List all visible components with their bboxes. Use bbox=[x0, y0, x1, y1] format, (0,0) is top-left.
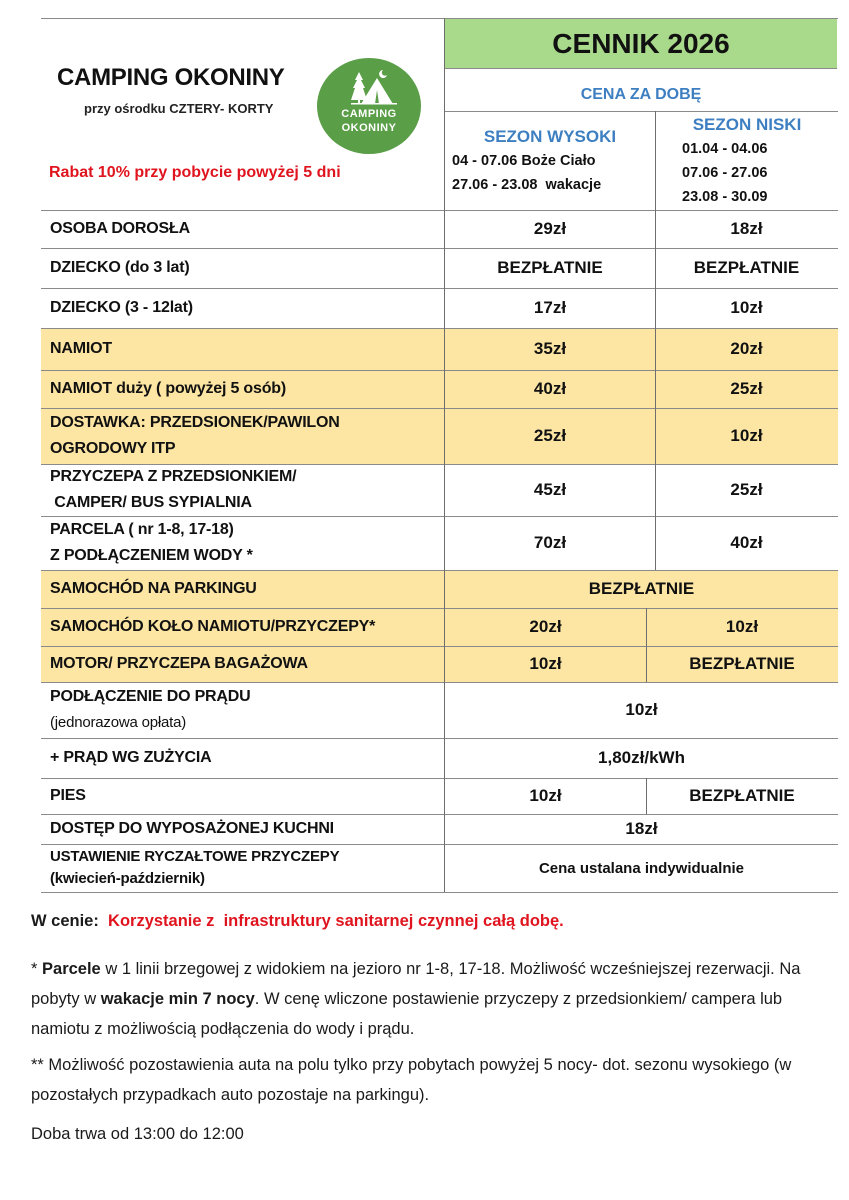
row-label: DZIECKO (3 - 12lat) bbox=[50, 299, 193, 316]
row-label bbox=[50, 516, 253, 570]
price-high: 17zł bbox=[533, 298, 567, 317]
season-high-title: SEZON WYSOKI bbox=[483, 127, 617, 146]
price-list-title: CENNIK 2026 bbox=[445, 19, 837, 69]
checkin-hours: Doba trwa od 13:00 do 12:00 bbox=[31, 1125, 244, 1143]
logo-text-line1: CAMPING bbox=[341, 108, 397, 120]
row-label: MOTOR/ PRZYCZEPA BAGAŻOWA bbox=[50, 655, 308, 672]
row-label-line1: PODŁĄCZENIE DO PRĄDU bbox=[50, 688, 251, 705]
price-both: BEZPŁATNIE bbox=[588, 579, 695, 598]
price-both: Cena ustalana indywidualnie bbox=[538, 859, 745, 877]
row-label-line1: USTAWIENIE RYCZAŁTOWE PRZYCZEPY bbox=[50, 848, 340, 865]
row-label: NAMIOT bbox=[50, 340, 112, 357]
row-label: SAMOCHÓD NA PARKINGU bbox=[50, 580, 257, 597]
row-label bbox=[50, 844, 339, 892]
table-row bbox=[41, 778, 838, 814]
price-low: 10zł bbox=[730, 298, 763, 317]
row-label-line2: (jednorazowa opłata) bbox=[50, 714, 187, 731]
table-top-border bbox=[41, 18, 838, 19]
price-low: 10zł bbox=[730, 426, 763, 445]
price-per-day-label: CENA ZA DOBĘ bbox=[580, 86, 702, 103]
row-label-line2: OGRODOWY ITP bbox=[50, 440, 176, 457]
table-row bbox=[41, 210, 838, 248]
table-row bbox=[41, 570, 838, 608]
table-row bbox=[41, 844, 838, 892]
footnote-bold-parcele: Parcele bbox=[42, 960, 101, 978]
price-high: 25zł bbox=[533, 426, 567, 445]
row-label: DOSTĘP DO WYPOSAŻONEJ KUCHNI bbox=[50, 820, 334, 837]
row-label-line1: PRZYCZEPA Z PRZEDSIONKIEM/ bbox=[50, 468, 297, 485]
price-high: 70zł bbox=[533, 533, 567, 552]
parcel-footnote bbox=[31, 954, 826, 1044]
row-label-line2: (kwiecień-październik) bbox=[50, 870, 205, 887]
row-label-line1: PARCELA ( nr 1-8, 17-18) bbox=[50, 521, 234, 538]
logo-text-line2: OKONINY bbox=[341, 122, 397, 134]
season-low-period-3: 23.08 - 30.09 bbox=[682, 189, 768, 205]
camp-name: CAMPING OKONINY bbox=[57, 64, 285, 91]
row-label bbox=[50, 408, 340, 464]
row-label bbox=[50, 682, 250, 738]
price-high: 10zł bbox=[529, 786, 562, 805]
price-high: 40zł bbox=[533, 379, 567, 398]
price-low: BEZPŁATNIE bbox=[693, 258, 800, 277]
price-both: 1,80zł/kWh bbox=[598, 748, 685, 767]
table-row bbox=[41, 288, 838, 328]
table-row bbox=[41, 682, 838, 738]
footnote-text: . W cenę wliczone postawienie przyczepy z przedsionkiem/ campera lub namiotu z możliwością podłączenia do wody i prądu. bbox=[31, 990, 783, 1038]
row-label: + PRĄD WG ZUŻYCIA bbox=[50, 749, 212, 766]
row-label: OSOBA DOROSŁA bbox=[50, 220, 190, 237]
season-high-period-1: 04 - 07.06 Boże Ciało bbox=[452, 153, 596, 169]
price-high: 45zł bbox=[533, 480, 567, 499]
price-low: 10zł bbox=[725, 617, 759, 636]
row-label: DZIECKO (do 3 lat) bbox=[50, 259, 190, 276]
row-label bbox=[50, 464, 296, 516]
season-low-title: SEZON NISKI bbox=[692, 115, 802, 134]
table-row bbox=[41, 370, 838, 408]
price-low: 25zł bbox=[730, 480, 763, 499]
table-row bbox=[41, 248, 838, 288]
tent-tree-icon bbox=[317, 58, 421, 108]
footnote-bold-min-nights: wakacje min 7 nocy bbox=[100, 990, 255, 1008]
table-row bbox=[41, 464, 838, 516]
price-both: 18zł bbox=[625, 819, 658, 838]
row-label-line1: DOSTAWKA: PRZEDSIONEK/PAWILON bbox=[50, 414, 340, 431]
in-price-label: W cenie: bbox=[31, 912, 99, 930]
footnote-text: w 1 linii brzegowej z widokiem na jezioro nr 1-8, 17-18. Możliwość wcześniejszej rezerwacji. Na pobyty w bbox=[31, 960, 801, 1008]
table-row bbox=[41, 814, 838, 844]
footnote-marker: * bbox=[31, 960, 43, 978]
header-vertical-divider bbox=[444, 18, 445, 210]
price-both: 10zł bbox=[625, 700, 658, 719]
in-price-text: Korzystanie z infrastruktury sanitarnej czynnej całą dobę. bbox=[108, 912, 564, 930]
row-label-line2: Z PODŁĄCZENIEM WODY * bbox=[50, 547, 253, 564]
camp-subtitle: przy ośrodku CZTERY- KORTY bbox=[84, 101, 274, 116]
table-row bbox=[41, 516, 838, 570]
row-label: PIES bbox=[50, 787, 86, 804]
season-low-period-1: 01.04 - 04.06 bbox=[682, 141, 768, 157]
price-low: 20zł bbox=[730, 339, 763, 358]
season-high-period-2: 27.06 - 23.08 wakacje bbox=[452, 177, 602, 193]
row-label: NAMIOT duży ( powyżej 5 osób) bbox=[50, 380, 286, 397]
table-row bbox=[41, 608, 838, 646]
row-label-line2: CAMPER/ BUS SYPIALNIA bbox=[50, 494, 252, 511]
table-row bbox=[41, 328, 838, 370]
price-high: 20zł bbox=[529, 617, 562, 636]
season-divider bbox=[655, 111, 656, 210]
price-low: BEZPŁATNIE bbox=[689, 654, 795, 673]
season-low-period-2: 07.06 - 27.06 bbox=[682, 165, 768, 181]
price-high: 10zł bbox=[529, 654, 562, 673]
row-label: SAMOCHÓD KOŁO NAMIOTU/PRZYCZEPY* bbox=[50, 618, 376, 635]
table-row bbox=[41, 646, 838, 682]
price-low: 18zł bbox=[730, 219, 763, 238]
price-high: 35zł bbox=[533, 339, 567, 358]
discount-note: Rabat 10% przy pobycie powyżej 5 dni bbox=[49, 164, 341, 181]
price-low: BEZPŁATNIE bbox=[689, 786, 795, 805]
price-high: 29zł bbox=[533, 219, 567, 238]
car-footnote: ** Możliwość pozostawienia auta na polu tylko przy pobytach powyżej 5 nocy- dot. sezonu wysokiego (w pozostałych przypadkach auto pozostaje na parkingu). bbox=[31, 1056, 792, 1104]
table-row bbox=[41, 738, 838, 778]
table-row bbox=[41, 408, 838, 464]
camping-logo bbox=[317, 58, 421, 154]
price-high: BEZPŁATNIE bbox=[497, 258, 603, 277]
in-price-note bbox=[31, 906, 831, 936]
price-low: 25zł bbox=[730, 379, 763, 398]
price-low: 40zł bbox=[730, 533, 763, 552]
header-divider bbox=[445, 111, 838, 112]
